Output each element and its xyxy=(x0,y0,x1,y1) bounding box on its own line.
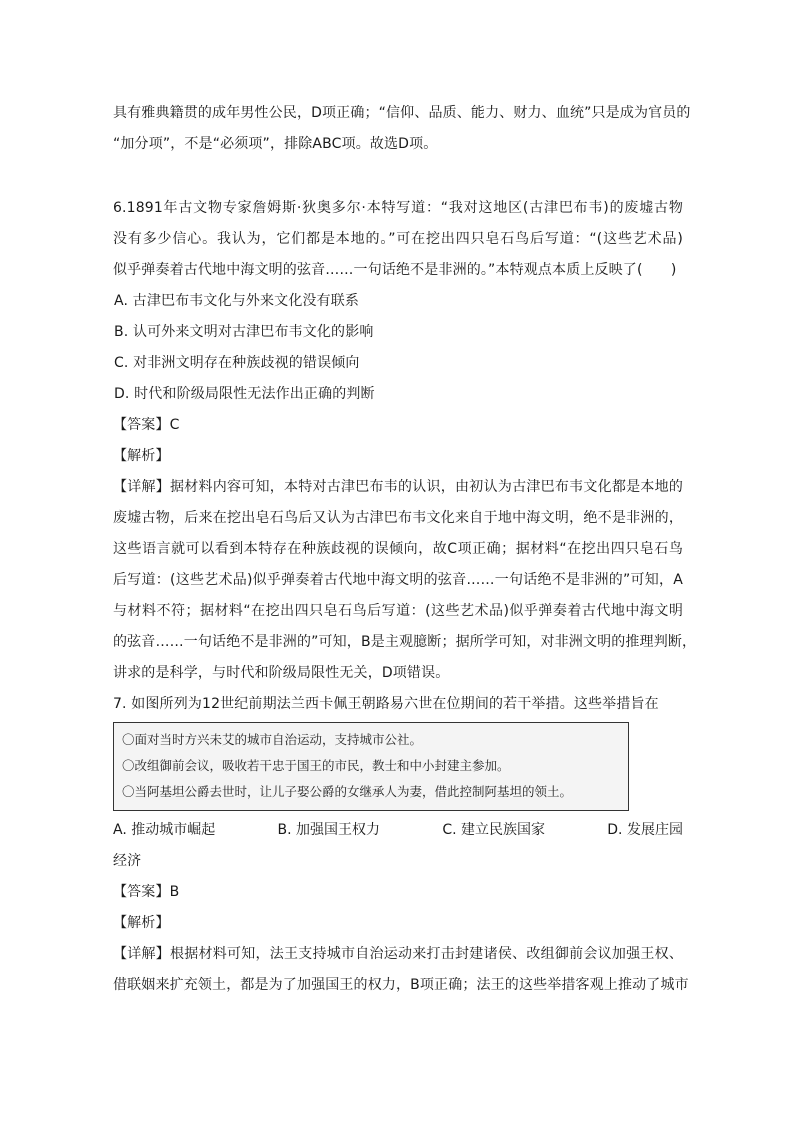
q6-stem-line-3: 似乎弹奏着古代地中海文明的弦音……一句话绝不是非洲的。”本特观点本质上反映了( ) xyxy=(113,262,677,278)
q6-detail-line-3: 这些语言就可以看到本特存在种族歧视的误倾向，故C项正确；据材料“在挖出四只皂石鸟 xyxy=(113,541,683,557)
intro-line-1: 具有雅典籍贯的成年男性公民，D项正确；“信仰、品质、能力、财力、血统”只是成为官员的 xyxy=(113,105,691,121)
intro-line-2: “加分项”，不是“必须项”，排除ABC项。故选D项。 xyxy=(113,136,438,152)
q7-detail-line-1: 【详解】根据材料可知，法王支持城市自治运动来打击封建诸侯、改组御前会议加强王权、 xyxy=(113,946,683,962)
q7-options-row xyxy=(113,815,683,846)
section-gap xyxy=(113,160,683,193)
q6-option-c: C. 对非洲文明存在种族歧视的错误倾向 xyxy=(114,355,360,371)
q6-answer: 【答案】C xyxy=(113,417,180,433)
q7-material-item-2: 〇改组御前会议，吸收若干忠于国王的市民，教士和中小封建主参加。 xyxy=(122,758,510,773)
q6-detail-line-7: 讲求的是科学，与时代和阶级局限性无关，D项错误。 xyxy=(113,665,450,681)
q6-detail-line-2: 废墟古物，后来在挖出皂石鸟后又认为古津巴布韦文化来自于地中海文明，绝不是非洲的， xyxy=(113,510,683,526)
q6-detail-line-5: 与材料不符；据材料“在挖出四只皂石鸟后写道：(这些艺术品)似乎弹奏着古代地中海文明 xyxy=(113,603,683,619)
q6-detail-line-4: 后写道：(这些艺术品)似乎弹奏着古代地中海文明的弦音……一句话绝不是非洲的”可知，A xyxy=(113,572,683,588)
q6-detail-line-1: 【详解】据材料内容可知，本特对古津巴布韦的认识，由初认为古津巴布韦文化都是本地的 xyxy=(113,479,683,495)
q7-option-b: B. 加强国王权力 xyxy=(277,822,381,838)
q7-material-box xyxy=(113,722,629,811)
q7-option-d-wrap: 经济 xyxy=(113,853,142,869)
q7-stem: 7. 如图所列为12世纪前期法兰西卡佩王朝路易六世在位期间的若干举措。这些举措旨在 xyxy=(113,696,659,712)
q7-answer: 【答案】B xyxy=(113,884,180,900)
q6-stem-line-1: 6.1891年古文物专家詹姆斯·狄奥多尔·本特写道：“我对这地区(古津巴布韦)的废墟古物 xyxy=(113,200,683,216)
q6-option-b: B. 认可外来文明对古津巴布韦文化的影响 xyxy=(114,324,374,340)
q7-material-item-3: 〇当阿基坦公爵去世时，让儿子娶公爵的女继承人为妻，借此控制阿基坦的领土。 xyxy=(122,784,573,799)
q7-material-item-1: 〇面对当时方兴未艾的城市自治运动，支持城市公社。 xyxy=(122,732,423,747)
q6-option-d: D. 时代和阶级局限性无法作出正确的判断 xyxy=(114,386,375,402)
q6-option-a: A. 古津巴布韦文化与外来文化没有联系 xyxy=(114,293,360,309)
q7-option-a: A. 推动城市崛起 xyxy=(113,822,216,838)
q6-analysis-label: 【解析】 xyxy=(113,448,170,464)
q7-option-d: D. 发展庄园 xyxy=(607,822,683,838)
q6-detail-line-6: 的弦音……一句话绝不是非洲的”可知，B是主观臆断；据所学可知，对非洲文明的推理判断， xyxy=(113,634,697,650)
question-7 xyxy=(113,689,689,1001)
q7-analysis-label: 【解析】 xyxy=(113,915,170,931)
q7-detail-line-2: 借联姻来扩充领土，都是为了加强国王的权力，B项正确；法王的这些举措客观上推动了城市 xyxy=(113,977,689,993)
document-body xyxy=(113,98,697,1001)
q6-stem-line-2: 没有多少信心。我认为，它们都是本地的。”可在挖出四只皂石鸟后写道：“(这些艺术品) xyxy=(113,231,683,247)
question-6 xyxy=(113,193,697,689)
q7-option-c: C. 建立民族国家 xyxy=(442,822,545,838)
